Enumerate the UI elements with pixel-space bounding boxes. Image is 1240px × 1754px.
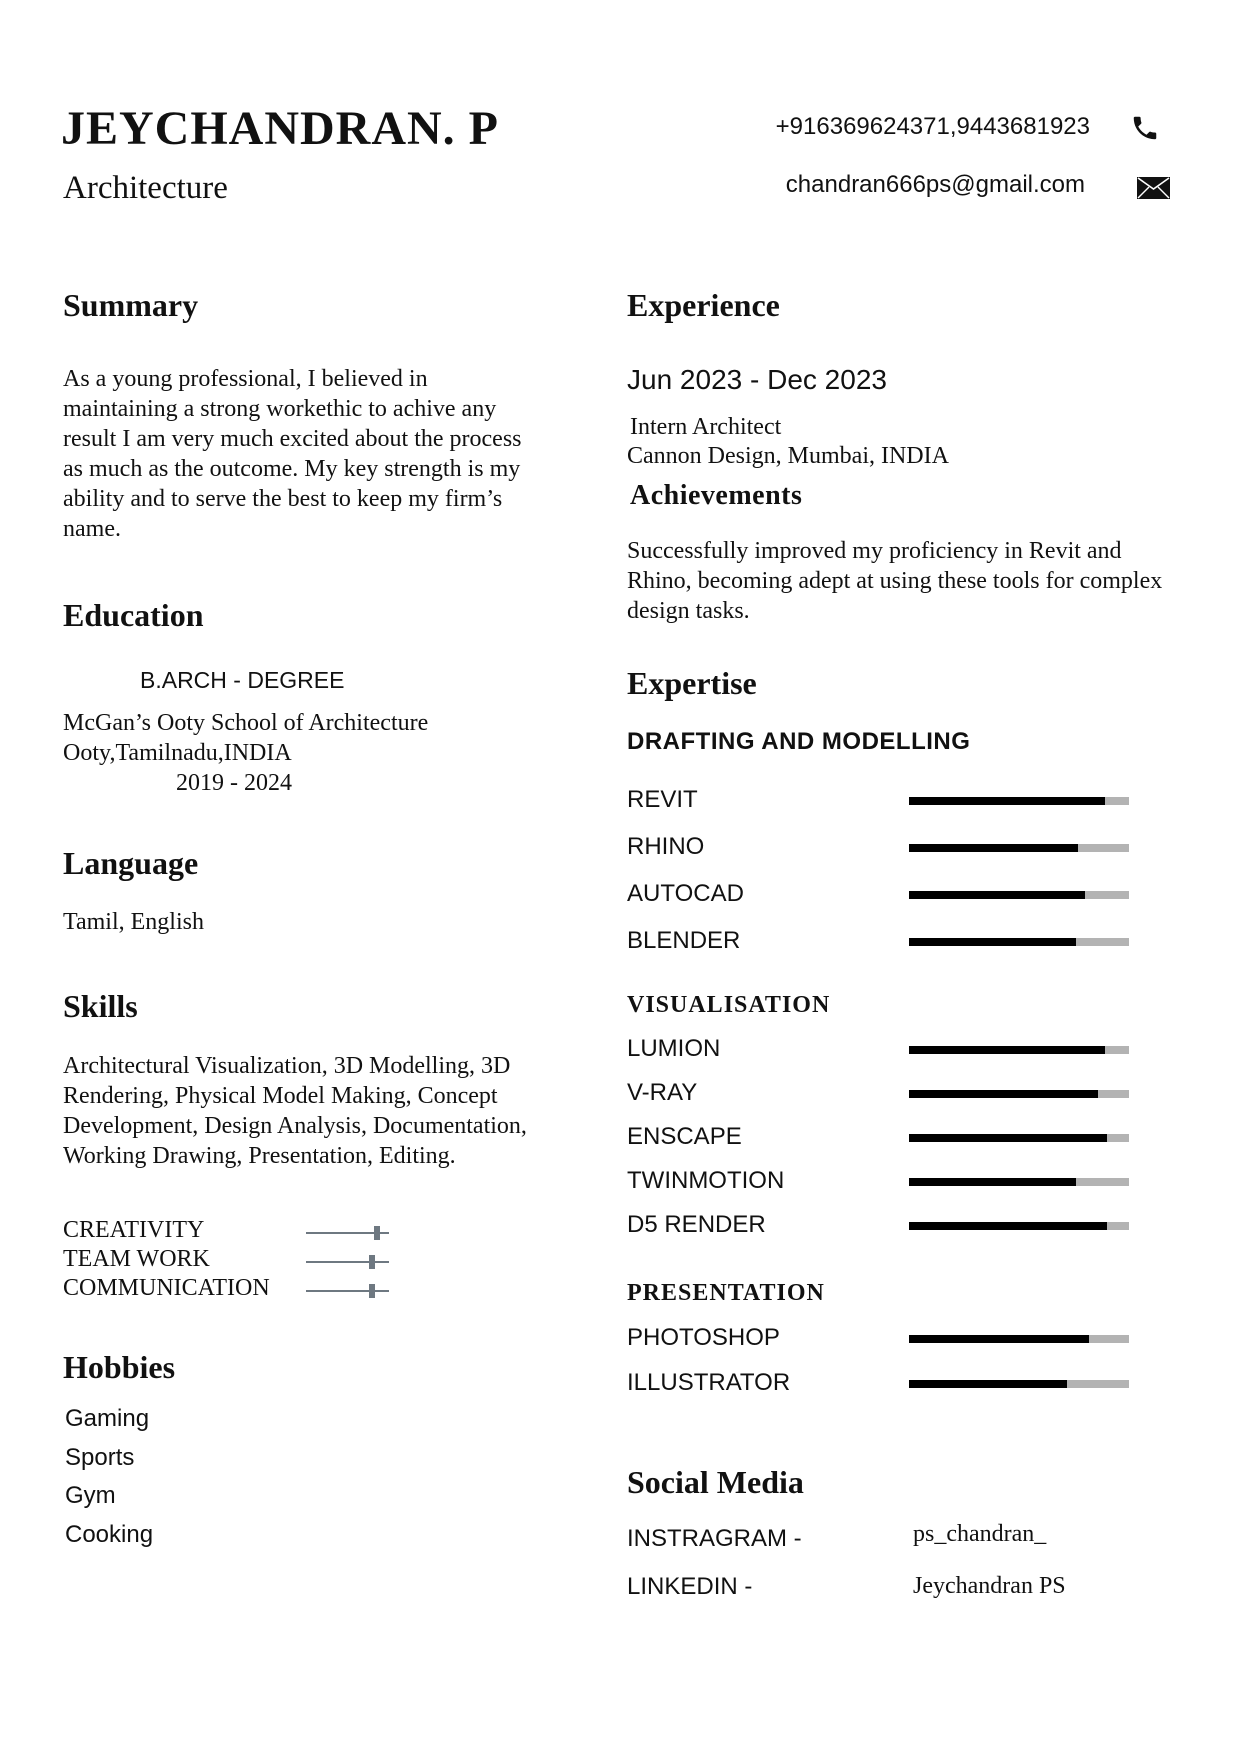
skill-bar-track	[909, 891, 1129, 899]
skill-bar-track	[909, 1046, 1129, 1054]
soft-skill-slider-track	[306, 1290, 389, 1292]
skill-bar-track	[909, 1178, 1129, 1186]
skill-label: ENSCAPE	[627, 1123, 742, 1150]
language-heading: Language	[63, 845, 199, 881]
social-value-linkedin: Jeychandran PS	[913, 1573, 1066, 1599]
expertise-category-title: DRAFTING AND MODELLING	[627, 728, 971, 755]
soft-skill-slider-knob	[374, 1226, 380, 1240]
hobby-item: Gaming	[65, 1405, 150, 1432]
candidate-name: JEYCHANDRAN. P	[61, 102, 499, 155]
soft-skill-slider-knob	[369, 1255, 375, 1269]
skill-label: V-RAY	[627, 1079, 698, 1106]
summary-text: As a young professional, I believed in maintaining a strong workethic to achive any result I am very much excited about the process as much as the outcome. My key strength is my ability and to serve the best to keep my firm’s name.	[63, 366, 522, 542]
achievements-text: Successfully improved my proficiency in Revit and Rhino, becoming adept at using these tools for complex design tasks.	[627, 538, 1163, 624]
experience-period: Jun 2023 - Dec 2023	[627, 364, 887, 395]
achievements-heading: Achievements	[630, 480, 803, 511]
skill-bar-fill	[909, 891, 1085, 899]
skill-bar-fill	[909, 797, 1105, 805]
phone-number: +916369624371,9443681923	[775, 113, 1090, 140]
skill-label: AUTOCAD	[627, 880, 744, 907]
skill-label: REVIT	[627, 786, 698, 813]
skill-bar-fill	[909, 1222, 1107, 1230]
soft-skill-row	[63, 1275, 403, 1305]
skill-row	[627, 1211, 1147, 1241]
soft-skill-label: TEAM WORK	[63, 1246, 210, 1272]
education-school: McGan’s Ooty School of Architecture	[63, 710, 429, 736]
soft-skill-slider-knob	[369, 1284, 375, 1298]
skill-label: LUMION	[627, 1035, 721, 1062]
skill-label: RHINO	[627, 833, 705, 860]
skill-label: D5 RENDER	[627, 1211, 766, 1238]
expertise-heading: Expertise	[627, 665, 757, 701]
skill-row	[627, 1167, 1147, 1197]
social-label-instagram: INSTRAGRAM -	[627, 1525, 802, 1552]
skill-bar-fill	[909, 1046, 1105, 1054]
skill-row	[627, 786, 1147, 816]
experience-company: Cannon Design, Mumbai, INDIA	[627, 443, 949, 469]
email-address: chandran666ps@gmail.com	[785, 171, 1085, 198]
skill-bar-track	[909, 1134, 1129, 1142]
skill-bar-fill	[909, 1335, 1089, 1343]
experience-heading: Experience	[627, 287, 780, 323]
skill-row	[627, 1035, 1147, 1065]
social-heading: Social Media	[627, 1464, 804, 1500]
skill-row	[627, 1123, 1147, 1153]
skill-bar-track	[909, 1380, 1129, 1388]
skill-row	[627, 880, 1147, 910]
soft-skill-label: COMMUNICATION	[63, 1275, 270, 1301]
language-text: Tamil, English	[63, 909, 204, 935]
education-location: Ooty,Tamilnadu,INDIA	[63, 740, 292, 766]
skill-label: TWINMOTION	[627, 1167, 785, 1194]
hobby-item: Cooking	[65, 1521, 154, 1548]
education-degree: B.ARCH - DEGREE	[140, 667, 345, 693]
candidate-title: Architecture	[63, 170, 228, 206]
skills-heading: Skills	[63, 988, 138, 1024]
expertise-category-title: VISUALISATION	[627, 992, 831, 1018]
skill-row	[627, 927, 1147, 957]
skill-bar-track	[909, 797, 1129, 805]
skill-row	[627, 1369, 1147, 1399]
education-years: 2019 - 2024	[176, 770, 292, 796]
social-value-instagram: ps_chandran_	[913, 1521, 1047, 1547]
soft-skill-slider-track	[306, 1261, 389, 1263]
hobby-item: Sports	[65, 1444, 135, 1471]
skills-text: Architectural Visualization, 3D Modelling, 3D Rendering, Physical Model Making, Concept Development, Design Analysis, Documentation, Working Drawing, Presentation, Editing.	[63, 1053, 527, 1169]
skill-bar-track	[909, 1090, 1129, 1098]
skill-bar-track	[909, 844, 1129, 852]
soft-skill-label: CREATIVITY	[63, 1217, 205, 1243]
skill-bar-fill	[909, 1178, 1076, 1186]
expertise-category-title: PRESENTATION	[627, 1280, 825, 1306]
hobby-item: Gym	[65, 1482, 116, 1509]
mail-icon	[1137, 177, 1170, 199]
skill-row	[627, 1324, 1147, 1354]
skill-bar-fill	[909, 844, 1078, 852]
skill-label: ILLUSTRATOR	[627, 1369, 791, 1396]
experience-role: Intern Architect	[630, 414, 782, 440]
skill-bar-fill	[909, 1090, 1098, 1098]
phone-icon	[1130, 113, 1160, 143]
skill-bar-track	[909, 1335, 1129, 1343]
social-label-linkedin: LINKEDIN -	[627, 1573, 753, 1600]
skill-row	[627, 1079, 1147, 1109]
skill-bar-fill	[909, 938, 1076, 946]
skill-bar-fill	[909, 1134, 1107, 1142]
summary-heading: Summary	[63, 287, 199, 323]
skill-label: BLENDER	[627, 927, 741, 954]
skill-bar-track	[909, 938, 1129, 946]
soft-skill-row	[63, 1246, 403, 1276]
skill-bar-fill	[909, 1380, 1067, 1388]
education-heading: Education	[63, 597, 204, 633]
skill-label: PHOTOSHOP	[627, 1324, 780, 1351]
skill-row	[627, 833, 1147, 863]
hobbies-heading: Hobbies	[63, 1349, 176, 1385]
skill-bar-track	[909, 1222, 1129, 1230]
soft-skill-row	[63, 1217, 403, 1247]
